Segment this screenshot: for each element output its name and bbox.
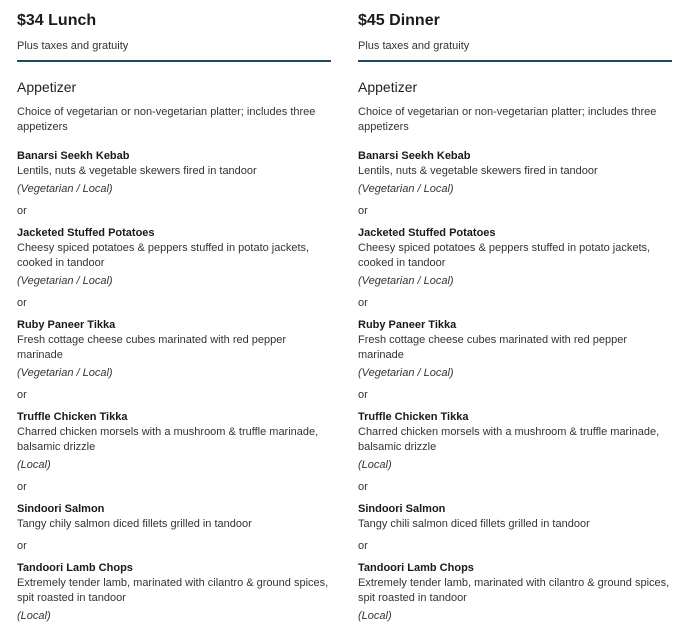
menu-item-tag: (Vegetarian / Local) xyxy=(358,275,454,287)
or-separator: or xyxy=(17,481,27,493)
dinner-menu-column xyxy=(358,10,672,624)
menu-item-name: Sindoori Salmon xyxy=(17,503,105,515)
menu-item-description: Charred chicken morsels with a mushroom & truffle marinade, balsamic drizzle xyxy=(358,426,660,453)
menu-item-tag: (Vegetarian / Local) xyxy=(17,183,113,195)
menu-price-title: $34 Lunch xyxy=(17,12,97,29)
lunch-menu-column xyxy=(17,10,331,624)
menu-item xyxy=(17,318,331,381)
or-separator: or xyxy=(358,481,368,493)
menu-item xyxy=(17,561,331,624)
menu-item-tag: (Local) xyxy=(17,459,51,471)
menu-item-tag: (Vegetarian / Local) xyxy=(358,183,454,195)
menu-item-tag: (Local) xyxy=(358,610,392,622)
menu-item xyxy=(17,149,331,197)
or-separator: or xyxy=(358,389,368,401)
or-separator: or xyxy=(17,540,27,552)
or-separator: or xyxy=(17,389,27,401)
section-description: Choice of vegetarian or non-vegetarian platter; includes three appetizers xyxy=(358,106,657,133)
menu-item-name: Jacketed Stuffed Potatoes xyxy=(17,227,155,239)
menu-item xyxy=(17,410,331,473)
menu-item-description: Extremely tender lamb, marinated with cilantro & ground spices, spit roasted in tandoor xyxy=(358,577,670,604)
or-separator: or xyxy=(17,205,27,217)
menu-item-description: Lentils, nuts & vegetable skewers fired in tandoor xyxy=(17,165,257,177)
section-title: Appetizer xyxy=(358,79,418,95)
menu-item-name: Banarsi Seekh Kebab xyxy=(358,150,471,162)
or-separator: or xyxy=(17,297,27,309)
menu-item-description: Charred chicken morsels with a mushroom & truffle marinade, balsamic drizzle xyxy=(17,426,319,453)
menu-item xyxy=(358,410,672,473)
menu-price-note: Plus taxes and gratuity xyxy=(358,40,470,52)
menu-item-tag: (Vegetarian / Local) xyxy=(17,367,113,379)
menu-item-description: Cheesy spiced potatoes & peppers stuffed in potato jackets, cooked in tandoor xyxy=(358,242,651,269)
menu-item-name: Tandoori Lamb Chops xyxy=(358,562,474,574)
or-separator: or xyxy=(358,205,368,217)
menu-item-description: Tangy chili salmon diced fillets grilled in tandoor xyxy=(358,518,590,530)
menu-item-name: Jacketed Stuffed Potatoes xyxy=(358,227,496,239)
menu-item-tag: (Vegetarian / Local) xyxy=(17,275,113,287)
menu-item xyxy=(358,226,672,289)
menu-items xyxy=(358,149,672,624)
menu-price-title: $45 Dinner xyxy=(358,12,440,29)
menu-item-name: Sindoori Salmon xyxy=(358,503,446,515)
menu-item-tag: (Local) xyxy=(358,459,392,471)
menu-item xyxy=(358,149,672,197)
header-divider xyxy=(17,60,331,62)
menu-item-name: Tandoori Lamb Chops xyxy=(17,562,133,574)
section-title: Appetizer xyxy=(17,79,77,95)
menu-item-description: Fresh cottage cheese cubes marinated with red pepper marinade xyxy=(358,334,628,361)
menu-item-name: Banarsi Seekh Kebab xyxy=(17,150,130,162)
section-description: Choice of vegetarian or non-vegetarian platter; includes three appetizers xyxy=(17,106,316,133)
menu-item-name: Truffle Chicken Tikka xyxy=(358,411,469,423)
or-separator: or xyxy=(358,540,368,552)
menu-item-description: Extremely tender lamb, marinated with cilantro & ground spices, spit roasted in tandoor xyxy=(17,577,329,604)
menu-item-name: Ruby Paneer Tikka xyxy=(17,319,116,331)
menu-item-tag: (Vegetarian / Local) xyxy=(358,367,454,379)
or-separator: or xyxy=(358,297,368,309)
menu-item-description: Lentils, nuts & vegetable skewers fired in tandoor xyxy=(358,165,598,177)
menu-item-name: Ruby Paneer Tikka xyxy=(358,319,457,331)
menu-item-description: Fresh cottage cheese cubes marinated with red pepper marinade xyxy=(17,334,287,361)
menu-item-description: Tangy chily salmon diced fillets grilled in tandoor xyxy=(17,518,252,530)
menu-item xyxy=(17,502,331,532)
menu-items xyxy=(17,149,331,624)
menu-item xyxy=(358,318,672,381)
menu-item-tag: (Local) xyxy=(17,610,51,622)
menu-item xyxy=(17,226,331,289)
header-divider xyxy=(358,60,672,62)
menu-item xyxy=(358,502,672,532)
menu-item-description: Cheesy spiced potatoes & peppers stuffed in potato jackets, cooked in tandoor xyxy=(17,242,310,269)
menu-item xyxy=(358,561,672,624)
menu-item-name: Truffle Chicken Tikka xyxy=(17,411,128,423)
menu-price-note: Plus taxes and gratuity xyxy=(17,40,129,52)
